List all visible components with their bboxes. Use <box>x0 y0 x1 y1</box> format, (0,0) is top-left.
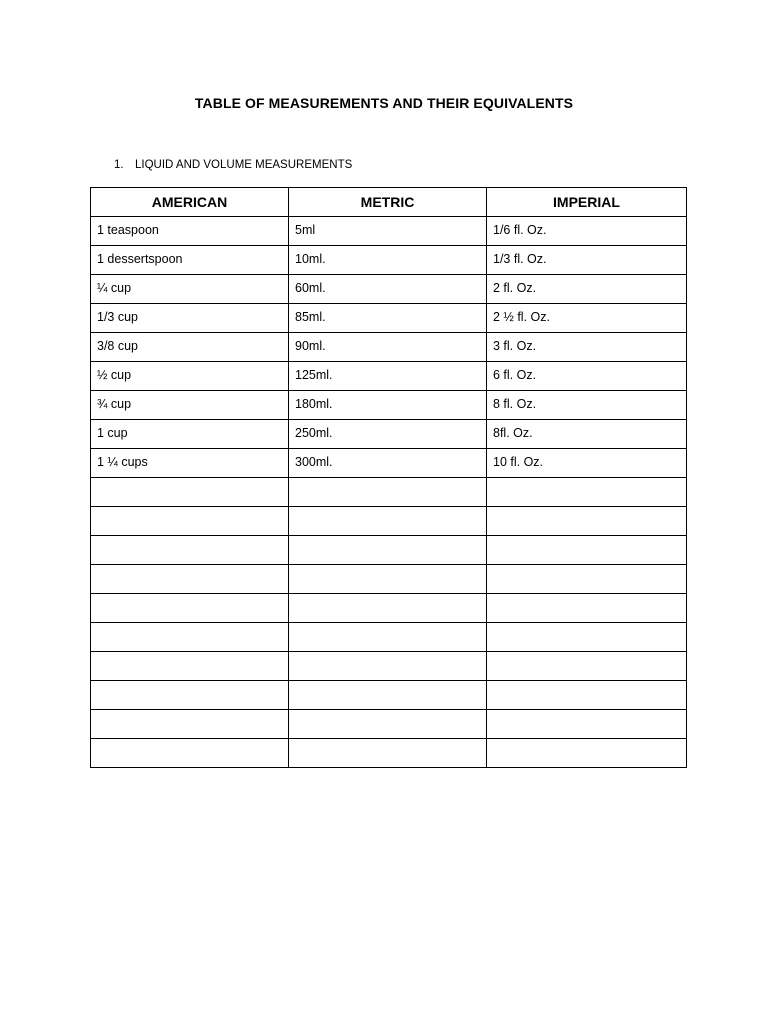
table-row <box>91 420 687 449</box>
imperial-cell <box>487 507 687 536</box>
metric-cell <box>289 565 487 594</box>
metric-cell <box>289 594 487 623</box>
american-cell <box>91 710 289 739</box>
table-row <box>91 507 687 536</box>
american-cell <box>91 507 289 536</box>
measurements-table <box>90 187 687 768</box>
metric-cell: 60ml. <box>289 275 487 304</box>
american-cell: 1 dessertspoon <box>91 246 289 275</box>
section-title: LIQUID AND VOLUME MEASUREMENTS <box>135 159 353 171</box>
section-heading <box>114 159 352 171</box>
american-cell <box>91 478 289 507</box>
metric-cell <box>289 739 487 768</box>
metric-cell <box>289 623 487 652</box>
american-cell <box>91 565 289 594</box>
american-cell <box>91 652 289 681</box>
imperial-cell <box>487 710 687 739</box>
table-row <box>91 623 687 652</box>
table-body <box>91 217 687 768</box>
table-row <box>91 710 687 739</box>
imperial-cell: 8 fl. Oz. <box>487 391 687 420</box>
table-row <box>91 594 687 623</box>
metric-cell: 10ml. <box>289 246 487 275</box>
header-american: AMERICAN <box>91 188 289 217</box>
table-row <box>91 739 687 768</box>
document-title: TABLE OF MEASUREMENTS AND THEIR EQUIVALENTS <box>194 95 574 111</box>
table-row <box>91 478 687 507</box>
table-row <box>91 681 687 710</box>
table-row <box>91 275 687 304</box>
american-cell: 1 teaspoon <box>91 217 289 246</box>
imperial-cell: 2 ½ fl. Oz. <box>487 304 687 333</box>
metric-cell: 250ml. <box>289 420 487 449</box>
imperial-cell: 6 fl. Oz. <box>487 362 687 391</box>
american-cell: ¾ cup <box>91 391 289 420</box>
imperial-cell: 1/6 fl. Oz. <box>487 217 687 246</box>
table-row <box>91 304 687 333</box>
table-row <box>91 449 687 478</box>
imperial-cell <box>487 681 687 710</box>
metric-cell <box>289 507 487 536</box>
metric-cell <box>289 681 487 710</box>
table-row <box>91 246 687 275</box>
table-row <box>91 391 687 420</box>
imperial-cell <box>487 594 687 623</box>
table-row <box>91 362 687 391</box>
metric-cell <box>289 652 487 681</box>
imperial-cell: 1/3 fl. Oz. <box>487 246 687 275</box>
metric-cell: 300ml. <box>289 449 487 478</box>
imperial-cell <box>487 536 687 565</box>
imperial-cell: 3 fl. Oz. <box>487 333 687 362</box>
table-row <box>91 565 687 594</box>
imperial-cell: 10 fl. Oz. <box>487 449 687 478</box>
header-imperial: IMPERIAL <box>487 188 687 217</box>
imperial-cell <box>487 623 687 652</box>
table-row <box>91 536 687 565</box>
american-cell <box>91 594 289 623</box>
imperial-cell <box>487 565 687 594</box>
imperial-cell: 8fl. Oz. <box>487 420 687 449</box>
metric-cell <box>289 710 487 739</box>
american-cell: 1 ¼ cups <box>91 449 289 478</box>
metric-cell: 125ml. <box>289 362 487 391</box>
metric-cell: 180ml. <box>289 391 487 420</box>
metric-cell: 90ml. <box>289 333 487 362</box>
american-cell: 3/8 cup <box>91 333 289 362</box>
american-cell: ¼ cup <box>91 275 289 304</box>
american-cell <box>91 681 289 710</box>
metric-cell <box>289 536 487 565</box>
table-row <box>91 217 687 246</box>
american-cell: 1 cup <box>91 420 289 449</box>
table-header-row <box>91 188 687 217</box>
metric-cell: 5ml <box>289 217 487 246</box>
table-row <box>91 652 687 681</box>
metric-cell <box>289 478 487 507</box>
imperial-cell <box>487 478 687 507</box>
section-number: 1. <box>114 159 124 171</box>
header-metric: METRIC <box>289 188 487 217</box>
imperial-cell: 2 fl. Oz. <box>487 275 687 304</box>
american-cell: 1/3 cup <box>91 304 289 333</box>
american-cell <box>91 536 289 565</box>
imperial-cell <box>487 739 687 768</box>
american-cell: ½ cup <box>91 362 289 391</box>
imperial-cell <box>487 652 687 681</box>
american-cell <box>91 623 289 652</box>
metric-cell: 85ml. <box>289 304 487 333</box>
table-row <box>91 333 687 362</box>
american-cell <box>91 739 289 768</box>
